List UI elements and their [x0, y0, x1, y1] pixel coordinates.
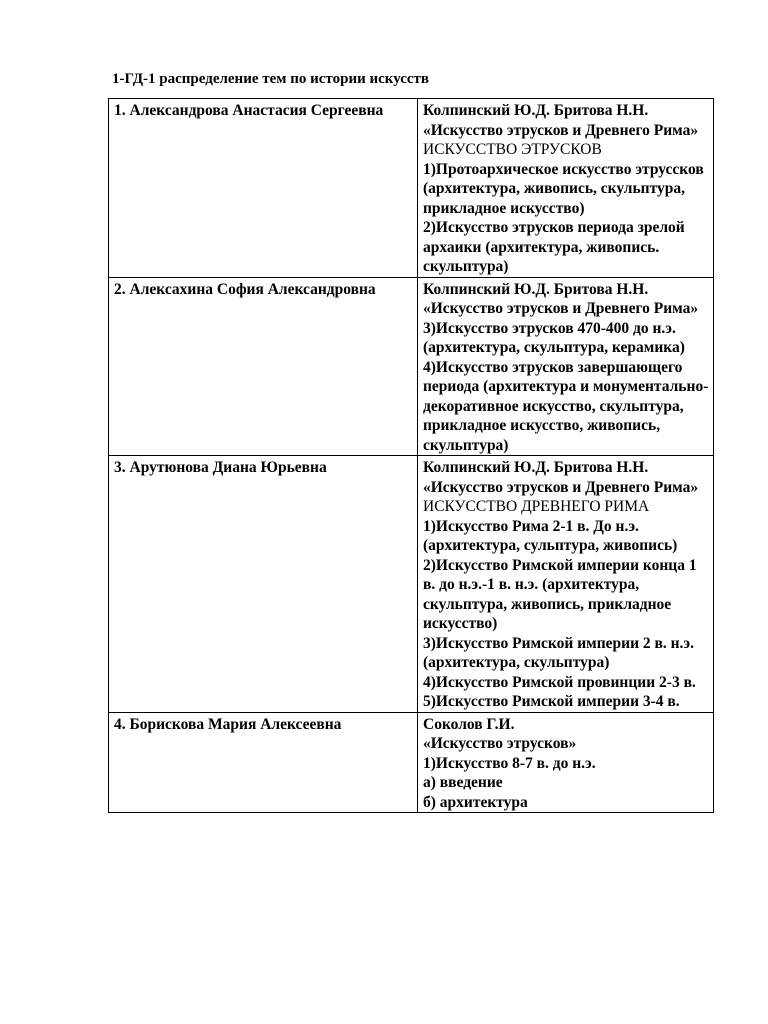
topic-line: «Искусство этрусков и Древнего Рима» [423, 300, 699, 317]
topic-line: 1)Искусство 8-7 в. до н.э. [423, 754, 596, 772]
topic-line: 4)Искусство этрусков завершающего периода (архитектура и монументально-декоративное искусство, скульптура, прикладное искусство, живопись, скульптура) [423, 358, 709, 454]
topics-cell [418, 456, 714, 713]
topic-line: 5)Искусство Римской империи 3-4 в. [423, 693, 680, 710]
student-cell [109, 277, 418, 456]
topic-line: 3)Искусство Римской империи 2 в. н.э. (архитектура, скульптура) [423, 634, 694, 671]
topic-line: 2)Искусство Римской империи конца 1 в. до н.э.-1 в. н.э. (архитектура, скульптура, живопись, прикладное искусство) [423, 556, 697, 632]
student-cell [109, 456, 418, 713]
table-row [109, 99, 714, 278]
student-name: 3. Арутюнова Диана Юрьевна [114, 459, 327, 476]
student-name: 2. Алексахина София Александровна [114, 280, 376, 298]
topic-line: «Искусство этрусков» [423, 735, 577, 752]
topic-line: ИСКУССТВО ЭТРУСКОВ [423, 141, 602, 158]
table-row [109, 712, 714, 813]
topic-line: Колпинский Ю.Д. Бритова Н.Н. [423, 280, 649, 298]
topic-line: 2)Искусство этрусков периода зрелой архаики (архитектура, живопись. скульптура) [423, 219, 685, 275]
student-cell [109, 99, 418, 278]
topics-cell [418, 277, 714, 456]
student-name: 4. Борискова Мария Алексеевна [114, 715, 342, 733]
topic-line: 4)Искусство Римской провинции 2-3 в. [423, 673, 696, 691]
table-row [109, 277, 714, 456]
topic-line: б) архитектура [423, 793, 528, 811]
topic-line: а) введение [423, 774, 503, 791]
topic-line: 1)Протоархическое искусство этруссков (архитектура, живопись, скульптура, прикладное искусство) [423, 160, 704, 217]
topic-line: 3)Искусство этрусков 470-400 до н.э.(архитектура, скульптура, керамика) [423, 319, 685, 356]
topic-line: «Искусство этрусков и Древнего Рима» [423, 478, 699, 496]
table-body [109, 99, 714, 813]
topic-line: ИСКУССТВО ДРЕВНЕГО РИМА [423, 498, 650, 515]
topics-cell [418, 712, 714, 813]
topic-distribution-table [108, 98, 714, 813]
document-title: 1-ГД-1 распределение тем по истории искусств [112, 71, 430, 87]
topic-line: Соколов Г.И. [423, 715, 515, 733]
topic-line: Колпинский Ю.Д. Бритова Н.Н. [423, 102, 649, 119]
topic-line: Колпинский Ю.Д. Бритова Н.Н. [423, 459, 649, 476]
topic-line: 1)Искусство Рима 2-1 в. До н.э. (архитектура, сульптура, живопись) [423, 517, 678, 554]
topic-line: «Искусство этрусков и Древнего Рима» [423, 121, 699, 139]
table-row [109, 456, 714, 713]
student-cell [109, 712, 418, 813]
student-name: 1. Александрова Анастасия Сергеевна [114, 102, 384, 119]
topics-cell [418, 99, 714, 278]
